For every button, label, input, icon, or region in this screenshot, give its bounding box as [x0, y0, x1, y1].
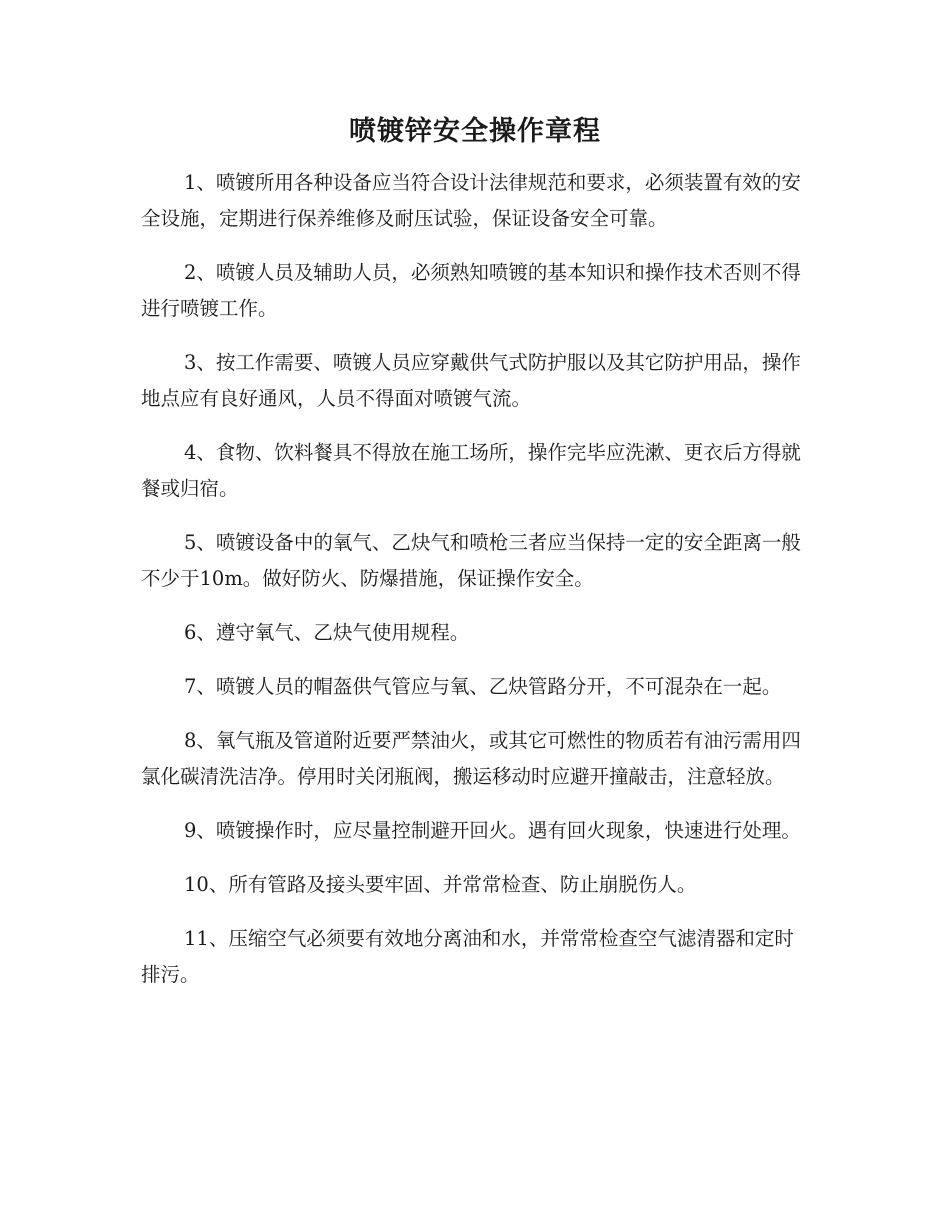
clause-3: 3、按工作需要、喷镀人员应穿戴供气式防护服以及其它防护用品，操作地点应有良好通风，人员不得面对喷镀气流。 — [141, 351, 801, 410]
clause-8: 8、氧气瓶及管道附近要严禁油火，或其它可燃性的物质若有油污需用四氯化碳清洗洁净。停用时关闭瓶阀，搬运移动时应避开撞敲击，注意轻放。 — [141, 729, 801, 788]
clause-7: 7、喷镀人员的帽盔供气管应与氧、乙炔管路分开，不可混杂在一起。 — [184, 675, 782, 698]
clause-1: 1、喷镀所用各种设备应当符合设计法律规范和要求，必须装置有效的安全设施，定期进行保养维修及耐压试验，保证设备安全可靠。 — [141, 171, 801, 230]
clause-5: 5、喷镀设备中的氧气、乙炔气和喷枪三者应当保持一定的安全距离一般不少于10m。做好防火、防爆措施，保证操作安全。 — [141, 531, 801, 590]
clause-9: 9、喷镀操作时，应尽量控制避开回火。遇有回火现象，快速进行处理。 — [184, 819, 801, 842]
clause-6: 6、遵守氧气、乙炔气使用规程。 — [184, 621, 470, 644]
document-title: 喷镀锌安全操作章程 — [349, 116, 601, 147]
clause-2: 2、喷镀人员及辅助人员，必须熟知喷镀的基本知识和操作技术否则不得进行喷镀工作。 — [141, 261, 801, 320]
clause-list — [141, 165, 809, 1011]
clause-4: 4、食物、饮料餐具不得放在施工场所，操作完毕应洗漱、更衣后方得就餐或归宿。 — [141, 441, 801, 500]
clause-11: 11、压缩空气必须要有效地分离油和水，并常常检查空气滤清器和定时排污。 — [141, 927, 794, 986]
clause-10: 10、所有管路及接头要牢固、并常常检查、防止崩脱伤人。 — [184, 873, 697, 896]
